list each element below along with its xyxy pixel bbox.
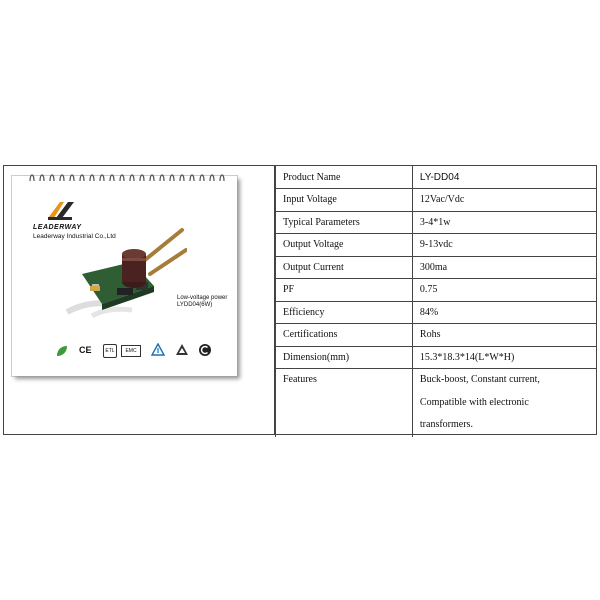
- spec-label: Certifications: [276, 324, 413, 347]
- spec-value: 12Vac/Vdc: [412, 189, 596, 212]
- spec-label: Dimension(mm): [276, 346, 413, 369]
- product-sheet-frame: [3, 165, 597, 435]
- spec-label: Efficiency: [276, 301, 413, 324]
- spec-table: [275, 166, 596, 437]
- table-row: [276, 369, 597, 437]
- triangle-mark-icon: [151, 343, 165, 357]
- ce-mark-icon: CE: [79, 345, 92, 355]
- product-caption-line1: Low-voltage power: [177, 295, 228, 301]
- spec-label: Input Voltage: [276, 189, 413, 212]
- spec-label: PF: [276, 279, 413, 302]
- spec-value: 9-13vdc: [412, 234, 596, 257]
- product-photo-card: [12, 176, 237, 376]
- table-row: [276, 211, 597, 234]
- spec-value: 84%: [412, 301, 596, 324]
- spec-label: Typical Parameters: [276, 211, 413, 234]
- etl-mark-icon: ETL: [103, 344, 117, 358]
- emc-mark-icon: EMC: [121, 345, 141, 357]
- features-label: Features: [283, 374, 317, 385]
- spec-value: 300ma: [412, 256, 596, 279]
- certification-marks: [55, 342, 225, 360]
- spec-label: Output Voltage: [276, 234, 413, 257]
- brand-name: LEADERWAY: [33, 224, 82, 231]
- features-line: Buck-boost, Constant current,: [419, 374, 540, 385]
- features-line: Compatible with electronic: [419, 396, 529, 408]
- table-row: [276, 256, 597, 279]
- spec-value: 15.3*18.3*14(L*W*H): [412, 346, 596, 369]
- features-line: transformers.: [419, 419, 473, 430]
- spec-label: Product Name: [276, 166, 413, 189]
- table-row: [276, 324, 597, 347]
- features-value: [412, 369, 596, 437]
- c-mark-icon: [198, 343, 212, 357]
- table-row: [276, 301, 597, 324]
- table-row: [276, 234, 597, 257]
- spec-value: Rohs: [412, 324, 596, 347]
- product-image-cell: [4, 166, 275, 434]
- leaderway-logo-icon: [46, 198, 76, 222]
- spec-label: [276, 369, 413, 437]
- spec-value: LY-DD04: [412, 166, 596, 189]
- warning-mark-icon: [175, 343, 189, 357]
- spec-value: 3-4*1w: [412, 211, 596, 234]
- table-row: [276, 346, 597, 369]
- company-name: Leaderway Industrial Co.,Ltd: [33, 233, 116, 240]
- leaf-mark-icon: [55, 344, 69, 358]
- led-driver-product-photo: [62, 224, 187, 319]
- table-row: [276, 166, 597, 189]
- table-row: [276, 189, 597, 212]
- product-caption-line2: LYDD04(6W): [177, 302, 213, 308]
- spiral-binding: [26, 171, 226, 183]
- spec-value: 0.75: [412, 279, 596, 302]
- table-row: [276, 279, 597, 302]
- spec-label: Output Current: [276, 256, 413, 279]
